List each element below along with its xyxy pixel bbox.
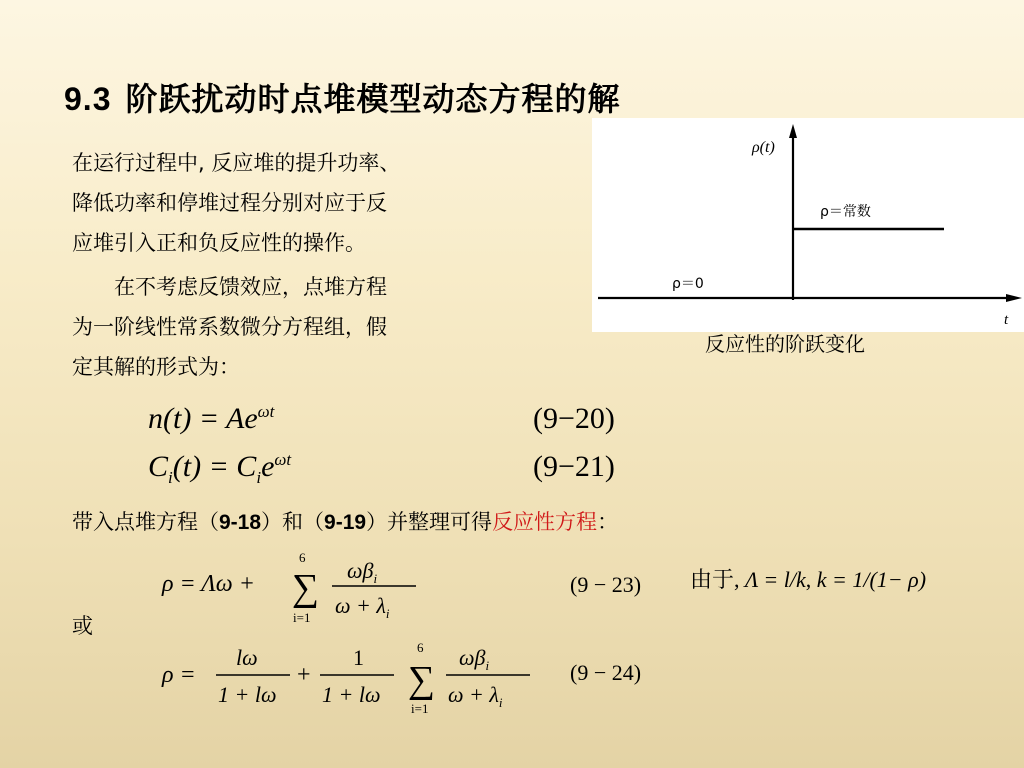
or-label: 或 — [72, 614, 93, 638]
svg-text:i=1: i=1 — [411, 701, 429, 716]
svg-text:lω: lω — [236, 645, 258, 670]
svg-text:i=1: i=1 — [293, 610, 311, 625]
paragraph-1-line-2: 降低功率和停堆过程分别对应于反 — [72, 191, 387, 215]
zero-label: ρ＝0 — [672, 276, 704, 292]
equation-intro-text: 带入点堆方程（9-18）和（9-19）并整理可得反应性方程： — [72, 510, 619, 534]
x-axis-label: t — [1004, 312, 1009, 328]
equation-9-23-number: (9 − 23) — [570, 572, 642, 597]
const-label: ρ＝常数 — [820, 204, 871, 220]
section-title-text: 阶跃扰动时点堆模型动态方程的解 — [125, 80, 621, 118]
summation-sign-2: ∑ — [408, 659, 436, 701]
equation-9-24-number: (9 − 24) — [570, 660, 642, 685]
svg-text:1 + lω: 1 + lω — [218, 682, 277, 707]
paragraph-2-line-2: 为一阶线性常系数微分方程组，假 — [72, 315, 387, 339]
step-diagram — [592, 118, 1024, 332]
svg-text:6: 6 — [299, 550, 306, 565]
svg-text:6: 6 — [417, 640, 424, 655]
paragraph-2-line-1: 在不考虑反馈效应，点堆方程 — [114, 275, 387, 299]
svg-text:1: 1 — [353, 645, 364, 670]
svg-text:ωβi: $\omega\beta_i$ — [459, 645, 490, 673]
x-axis-arrow — [1006, 294, 1022, 302]
highlight-reactivity-equation: 反应性方程 — [492, 510, 598, 534]
equation-9-20: $n(t) = Ae^{\omega t}$ — [148, 402, 275, 435]
svg-text:ρ =: ρ = — [162, 662, 196, 688]
reactivity-step-figure — [592, 118, 1024, 332]
summation-sign: ∑ — [292, 567, 320, 609]
y-axis-arrow — [789, 124, 797, 138]
paragraph-1-line-3: 应堆引入正和负反应性的操作。 — [72, 231, 366, 255]
svg-text:ωβi: $\omega\beta_i$ — [347, 558, 378, 586]
svg-text:ρ = Λω +: ρ = Λω + — [162, 571, 255, 597]
equation-9-21-number: (9−21) — [533, 450, 615, 483]
equation-9-21: $C_i(t) = C_ie^{\omega t}$ — [148, 450, 292, 487]
page-title — [64, 74, 621, 120]
constants-note: 由于, Λ = l/k, k = 1/(1− ρ) — [690, 567, 927, 592]
section-number: 9.3 — [64, 81, 112, 117]
paragraph-1 — [72, 143, 512, 263]
y-axis-label: ρ(t) — [752, 139, 775, 156]
paragraph-2-line-3: 定其解的形式为： — [72, 355, 240, 379]
paragraph-2 — [72, 267, 512, 387]
equation-9-23 — [160, 546, 430, 628]
svg-text:1 + lω: 1 + lω — [322, 682, 381, 707]
paragraph-1-line-1: 在运行过程中, 反应堆的提升功率、 — [72, 151, 401, 175]
svg-text:+: + — [297, 662, 311, 688]
svg-text:ω + λi: $\omega + \lambda_i$ — [448, 682, 503, 710]
svg-text:ω + λi: $\omega + \lambda_i$ — [335, 593, 390, 621]
equation-9-20-number: (9−20) — [533, 402, 615, 435]
figure-caption: 反应性的阶跃变化 — [705, 332, 865, 356]
equation-9-24 — [160, 636, 540, 718]
